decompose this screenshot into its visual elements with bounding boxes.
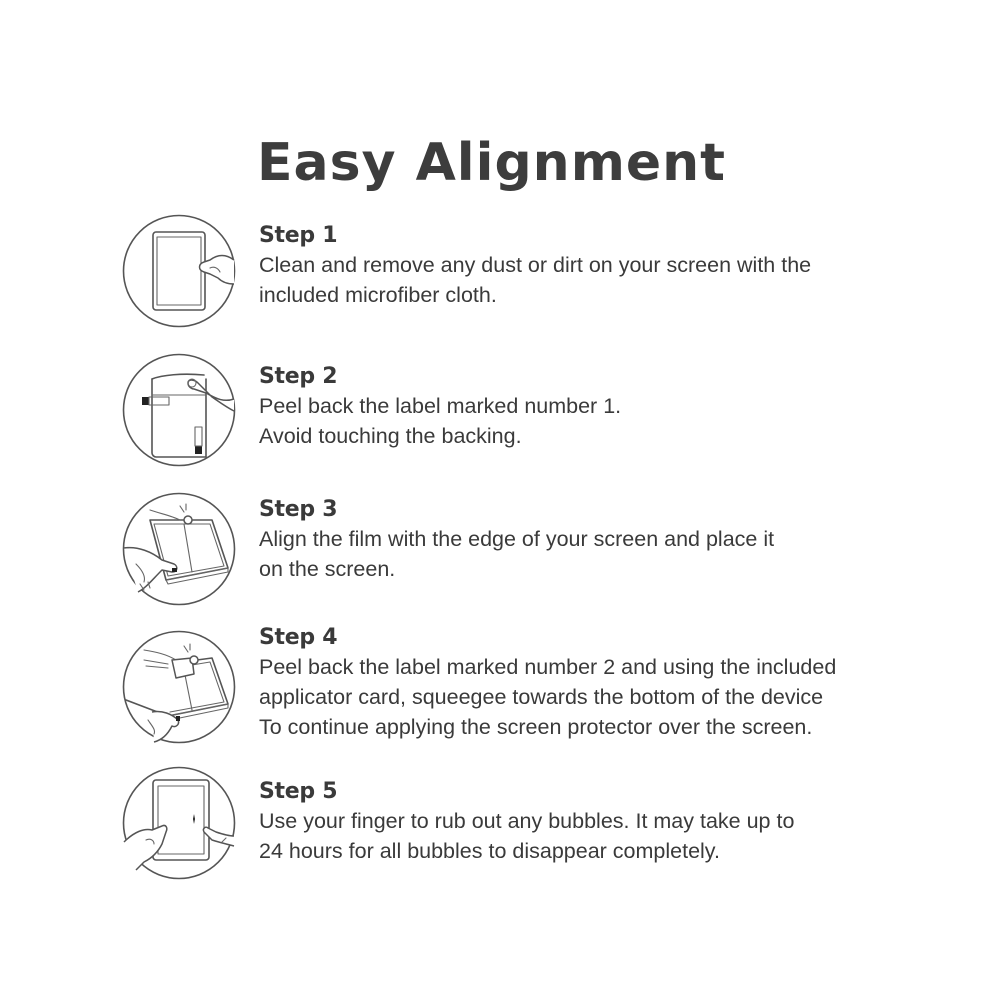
step-line: 24 hours for all bubbles to disappear completely.	[259, 839, 720, 863]
step-heading: Step 2	[259, 364, 338, 389]
step-description	[259, 806, 794, 866]
step-line: Clean and remove any dust or dirt on your screen with the	[259, 253, 812, 277]
step-description	[259, 524, 774, 584]
step-line: included microfiber cloth.	[259, 283, 497, 307]
step-line: Peel back the label marked number 1.	[259, 394, 622, 418]
step-line: To continue applying the screen protector over the screen.	[259, 715, 813, 739]
squeegee-icon	[122, 630, 236, 744]
step-line: Peel back the label marked number 2 and using the included	[259, 655, 837, 679]
step-line: Avoid touching the backing.	[259, 424, 522, 448]
step-description	[259, 250, 811, 310]
align-film-icon	[122, 492, 236, 606]
step-description	[259, 391, 621, 451]
step-heading: Step 4	[259, 625, 338, 650]
clean-screen-icon	[122, 214, 236, 328]
peel-label-icon	[122, 353, 236, 467]
step-line: applicator card, squeegee towards the bottom of the device	[259, 685, 824, 709]
step-line: Use your finger to rub out any bubbles. It may take up to	[259, 809, 795, 833]
step-description	[259, 652, 836, 742]
step-line: Align the film with the edge of your screen and place it	[259, 527, 775, 551]
rub-bubbles-icon	[122, 766, 236, 880]
page-title: Easy Alignment	[257, 133, 727, 193]
step-line: on the screen.	[259, 557, 396, 581]
step-heading: Step 5	[259, 779, 338, 804]
step-heading: Step 3	[259, 497, 338, 522]
step-heading: Step 1	[259, 223, 338, 248]
